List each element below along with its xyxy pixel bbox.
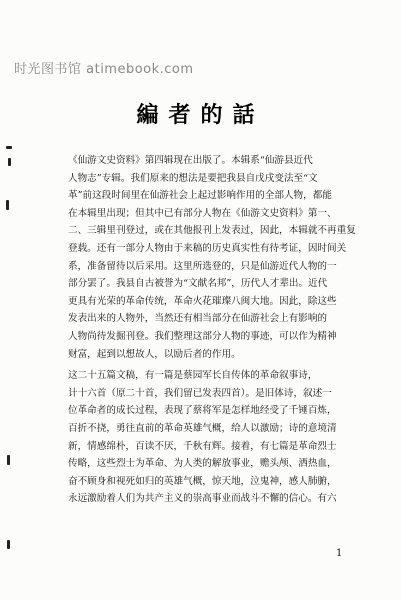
paragraph-1 — [68, 152, 368, 363]
scan-mark — [8, 158, 11, 166]
text-line: 计十六首（原二十首，我们留已发表四首）。是旧体诗，叙述一 — [68, 387, 332, 399]
scan-mark — [6, 200, 9, 210]
text-line: 发表出来的人物外，当然还有相当部分在仙游社会上有影响的 — [68, 313, 328, 325]
text-line: 更具有光荣的革命传统，革命火花璀璨八闽大地。因此，除这些 — [68, 295, 337, 307]
text-line: 奋不顾身和视死如归的英雄气概，惊天地，泣鬼神，感人肺腑， — [68, 475, 337, 487]
page-title: 編者的話 — [136, 102, 265, 128]
text-line: 人物尚待发掘刊登。我们整理这部分人物的事迹，可以作为精神 — [68, 330, 337, 342]
text-line: 系，准备留待以后采用。这里所选登的，只是仙游近代人物的一 — [68, 260, 337, 272]
watermark: 时光图书馆 atimebook.com — [14, 62, 194, 77]
text-line: 人物志”专辑。我们原来的想法是要把我县自戊戌变法至“文 — [68, 172, 318, 184]
scan-mark — [7, 455, 10, 465]
text-line: 财富，起到以想故人，以励后者的作用。 — [68, 348, 241, 360]
body-text — [68, 152, 368, 508]
text-line: 位革命者的成长过程，表现了蔡将军是怎样地经受了千锤百炼， — [68, 405, 337, 417]
text-line: 登载。还有一部分人物由于来稿的历史真实性有待考证，因时间关 — [68, 242, 347, 254]
text-line: 二、三辑里刊登过，或在其他报刊上发表过，因此，本辑就不再重复 — [68, 225, 356, 237]
paragraph-2 — [68, 367, 368, 508]
text-line: 百折不挠，勇往直前的革命英雄气概，给人以激励；诗的意境清 — [68, 422, 337, 434]
scan-mark — [6, 146, 12, 149]
text-line: 新，情感绵朴，百读不厌，千秋有辉。接着，有七篇是革命烈士 — [68, 440, 337, 452]
text-line: 部分罢了。我县自古被誉为“文献名邦”，历代人才辈出。近代 — [68, 278, 328, 290]
text-line: 永远激励着人们为共产主义的崇高事业而战斗不懈的信心。有六 — [68, 493, 337, 505]
text-line: 这二十五篇文稿，有一篇是蔡园军长自传体的革命叙事诗， — [68, 370, 318, 382]
page-number: 1 — [336, 548, 343, 559]
text-line: 在本辑里出现；但其中已有部分人物在《仙游文史资料》第一、 — [68, 207, 337, 219]
scan-mark — [7, 540, 10, 549]
text-line: 《仙游文史资料》第四辑现在出版了。本辑系“仙游县近代 — [68, 155, 313, 166]
text-line: 传略，这些烈士为革命、为人类的解放事业，赡头颅、洒热血， — [68, 458, 337, 470]
text-line: 革”前这段时间里在仙游社会上起过影响作用的全部人物，都能 — [68, 190, 332, 202]
